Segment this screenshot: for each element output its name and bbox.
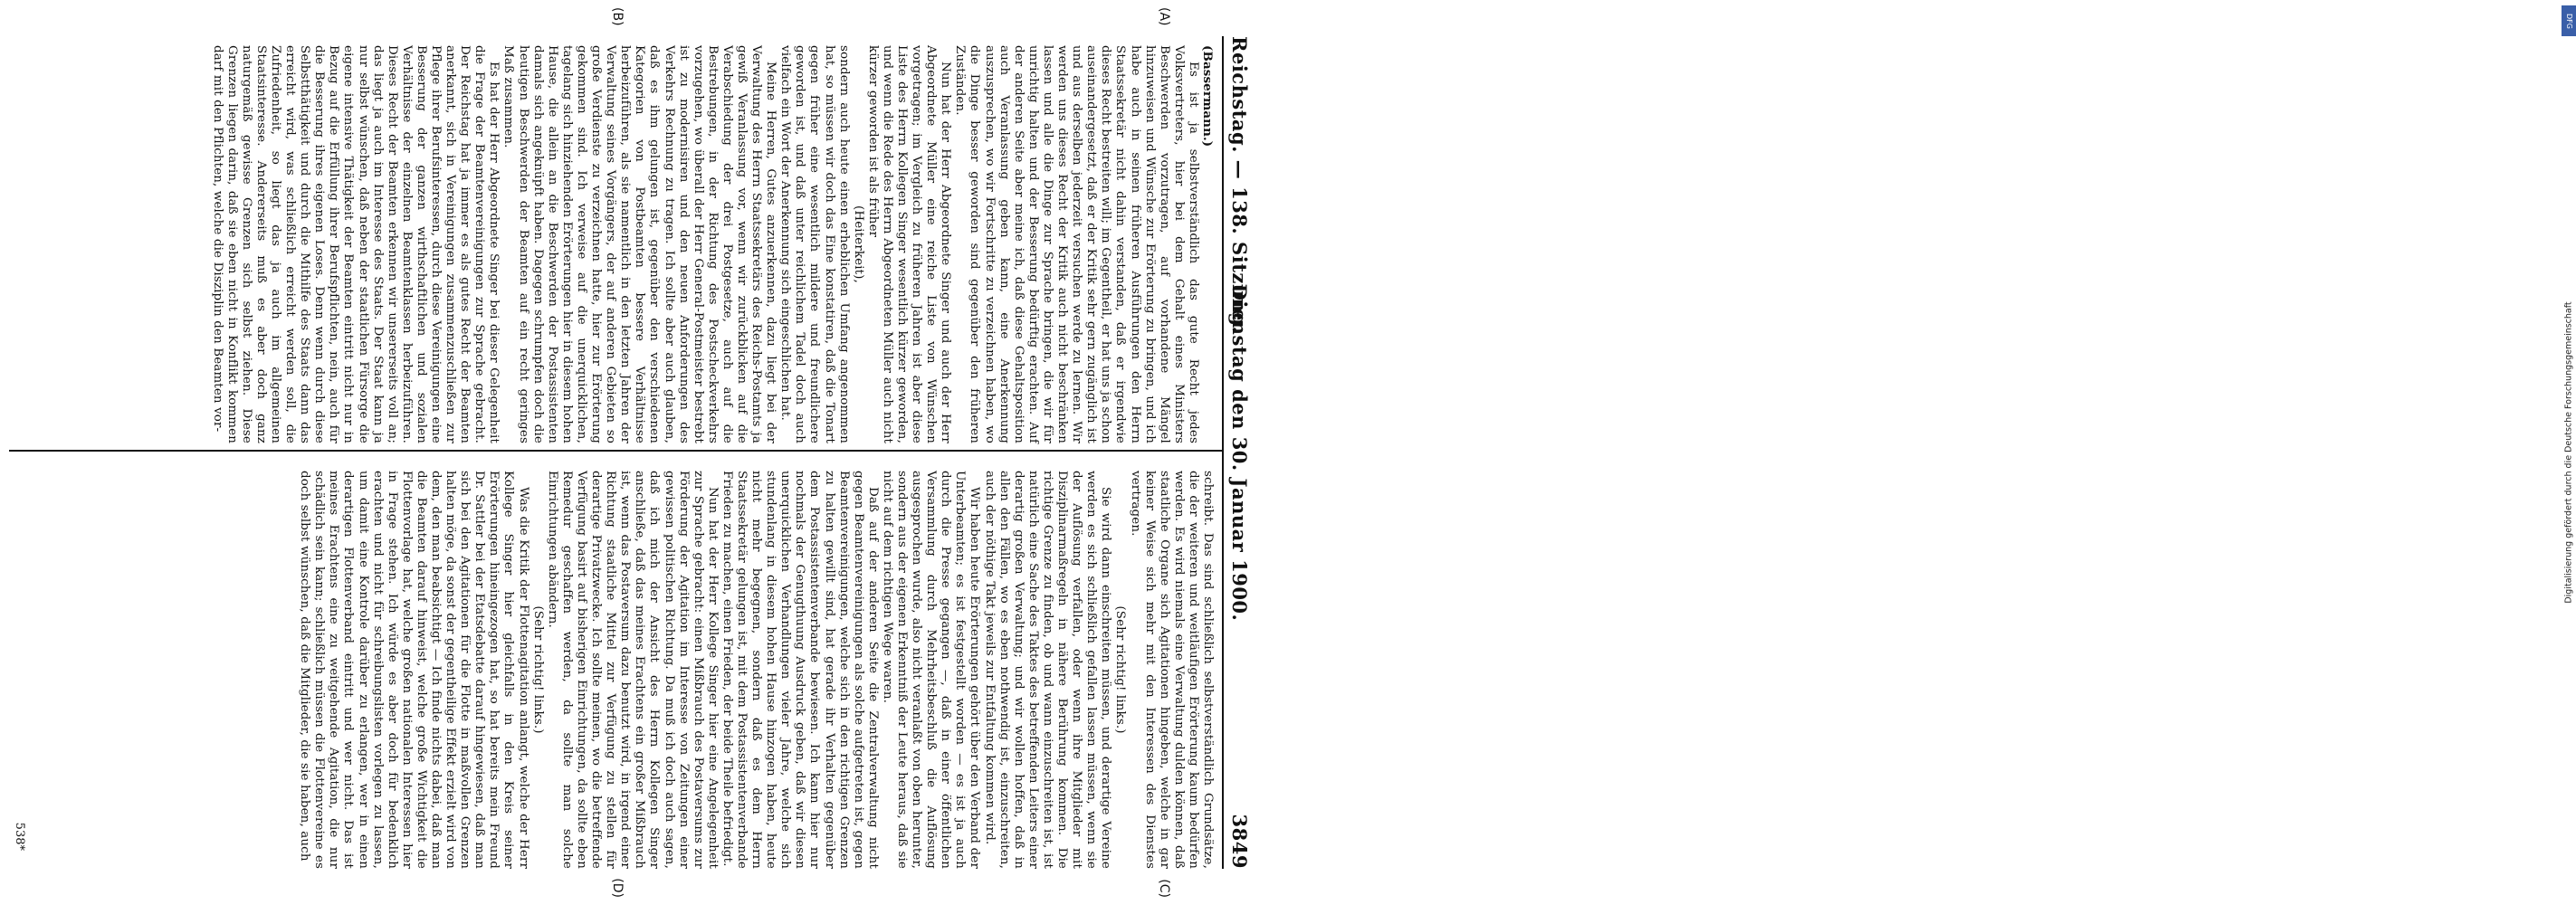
paragraph: Was die Kritik der Flottenagitation anlangt, welche der Herr Kollege Singer hier gleichfalls in den Kreis seiner Erörterungen hineingezogen hat, so hat bereits mein Freund Dr. Sattler bei der Etatsdebatte darauf hingewiesen, daß man sich bei den Agitationen für die Flotte in maßvollen Grenzen halten möge, da sonst der gegentheilige Effekt erzielt wird von dem, den man beabsichtigt — Ich finde nichts dabei, daß man die Beamten darauf hinweist, welche große Wichtigkeit die Flottenvorlage hat, welche großen nationalen Interessen hier in Frage stehen. Ich würde es aber doch für bedenklich erachten und nicht für schreibungslisten vorlegen zu lassen, um damit eine Kontrole darüber zu erlangen, wer in einen derartigen Flottenverband eintritt und wer nicht. Das ist meines Erachtens eine zu weitgehende Agitation, die nur schädlich sein kann; schließlich müssen die Flottenvereine es doch selbst wünschen, daß die Mitglieder, die sie haben, auch <box>298 471 530 869</box>
paragraph: schreibt. Das sind schließlich selbstverständlich Grundsätze, die der weiteren und weitläufigen Erörterung kaum bedürfen werden. Es wird niemals eine Verwaltung dulden können, daß staatliche Organe sich Agitationen hingeben, welche in gar keiner Weise sich mehr mit den Interessen des Dienstes vertragen. <box>1128 471 1215 869</box>
margin-mark-d: (D) <box>610 878 625 898</box>
header-rule <box>1222 36 1224 869</box>
paragraph: Nun hat der Herr Kollege Singer hier eine Angelegenheit zur Sprache gebracht: einen Mißbrauch des Postaversums zur Förderung der Agitation im Interesse von Zeitungen einer gewissen politischen Richtung. Da muß ich doch auch sagen, daß ich mich der Ansicht des Herrn Kollegen Singer anschließe, daß das meines Erachtens ein großer Mißbrauch ist, wenn das Postaversum dazu benutzt wird, in irgend einer Richtung staatliche Mittel zur Verfügung zu stellen für derartige Privatzwecke. Ich sollte meinen, wo die betreffende Verfügung basirt auf bisherigen Einrichtungen, da sollte eben Remedur geschaffen werden, da sollte man solche Einrichtungen abändern. <box>545 471 720 869</box>
digitization-strip <box>1280 0 2574 905</box>
left-column <box>11 45 1215 443</box>
right-column <box>11 471 1215 869</box>
paragraph: Daß auf der anderen Seite die Zentralverwaltung nicht gegen Beamtenvereinigungen als solche aufgetreten ist, gegen Beamtenvereinigungen, welche sich in den richtigen Grenzen zu halten gewillt sind, hat gerade ihr Verhalten gegenüber dem Postassistentenverbande bewiesen. Ich kann hier nur nochmals der Genugthuung Ausdruck geben, daß wir diesen unerquicklichen Verhandlungen vieler Jahre, welche sich stundenlang in diesem hohen Hause hinzogen haben, heute nicht mehr begegnen, sondern daß es dem Herrn Staatssekretär gelungen ist, mit dem Postassistentenverbande Frieden zu machen, einen Frieden, der beide Theile befriedigt. <box>720 471 880 869</box>
paragraph: Nun hat der Herr Abgeordnete Singer und auch der Herr Abgeordnete Müller eine reiche Liste von Wünschen vorgetragen; im Vergleich zu früheren Jahren ist aber diese Liste des Herrn Kollegen Singer wesentlich kürzer geworden, und wenn die Rede des Herrn Abgeordneten Müller auch nicht kürzer geworden ist als früher <box>865 45 953 443</box>
interjection: (Sehr richtig! links.) <box>530 605 545 734</box>
paragraph: sondern auch heute einen erheblichen Umfang angenommen hat, so müssen wir doch das Eine konstatiren, daß die Tonart gegen früher eine wesentlich mildere und freundlichere geworden ist, und daß unter reichlichem Tadel doch auch vielfach ein Wort der Anerkennung sich eingeschlichen hat. <box>778 45 851 443</box>
margin-mark-c: (C) <box>1157 879 1171 898</box>
speaker-name: (Bassermann.) <box>1200 45 1215 148</box>
header-date: Dienstag den 30. Januar 1900. <box>1228 283 1251 622</box>
interjection: (Sehr richtig! links.) <box>1113 605 1128 734</box>
interjection: (Heiterkeit), <box>851 205 865 283</box>
margin-mark-b: (B) <box>610 7 625 26</box>
document-page <box>0 0 1258 905</box>
digitization-note: Digitalisierung gefördert durch die Deutsche Forschungsgemeinschaft <box>2563 301 2574 604</box>
dfg-logo: DFG <box>2562 5 2576 36</box>
running-head <box>1227 36 1251 869</box>
header-session: Reichstag. — 138. Sitzung. <box>1228 36 1251 334</box>
header-page-number: 3849 <box>1228 814 1251 869</box>
column-rule <box>9 450 1222 452</box>
paragraph: Es ist ja selbstverständlich das gute Recht jedes Volksvertreters, hier bei dem Gehalt eines Ministers Beschwerden vorzutragen, auf vorhandene Mängel hinzuweisen und Wünsche zur Erörterung zu bringen, und ich habe auch in seinen früheren Ausführungen den Herrn Staatssekretär nicht dahin verstanden, daß er irgendwie dieses Recht bestreiten will; im Gegentheil, er hat uns ja schon auseinandergesetzt, daß er der Kritik sehr gern zugänglich ist und aus derselben jederzeit versuchen werde zu lernen. Wir werden uns dieses Recht der Kritik auch nicht beschränken lassen und alle die Dinge zur Sprache bringen, die wir für unrichtig halten und der Besserung bedürftig erachten. Auf der anderen Seite aber meine ich, daß diese Gehaltsposition auch Veranlassung geben kann, eine Anerkennung auszusprechen, wo wir Fortschritte zu verzeichnen haben, wo die Dinge besser geworden sind gegenüber den früheren Zuständen. <box>953 45 1200 443</box>
paragraph: Sie wird dann einschreiten müssen, und derartige Vereine werden es sich schließlich gefallen lassen müssen, wenn sie der Auflösung verfallen, oder wenn ihre Mitglieder mit Disziplinarmaßregeln in nähere Berührung kommen. Die richtige Grenze zu finden, ob und wann einzuschreiten ist, ist natürlich eine Sache des Taktes des betreffenden Leiters einer derartig großen Verwaltung; und wir wollen hoffen, daß in allen den Fällen, wo es eben nothwendig ist, einzuschreiten, auch der nöthige Takt jeweils zur Entfaltung kommen wird. <box>982 471 1113 869</box>
paragraph: Meine Herren, Gutes anzuerkennen, dazu liegt bei der Verwaltung des Herrn Staatssekretärs des Reichs-Postamts ja gewiß Veranlassung vor, wenn wir zurückblicken auf die Verabschiedung der drei Postgesetze, auch auf die Bestrebungen, in der Richtung des Postscheckverkehrs vorzugehen, wo überall der Herr General-Postmeister bestrebt ist zu modernisiren und den neuen Anforderungen des Verkehrs Rechnung zu tragen. Ich sollte aber auch glauben, daß es ihm gelungen ist, gegenüber den verschiedenen Kategorien von Postbeamten bessere Verhältnisse herbeizuführen, als sie namentlich in den letzten Jahren der Verwaltung seines Vorgängers, der auf anderen Gebieten so große Verdienste zu verzeichnen hatte, hier zur Erörterung gekommen sind. Ich verweise auf die unerquicklichen, tagelang sich hinziehenden Erörterungen hier in diesem hohen Hause, die allein an die Beschwerden der Postassistenten damals sich angeknüpft haben. Dagegen schrumpfen doch die heutigen Beschwerden der Beamten auf ein recht geringes Maß zusammen. <box>501 45 778 443</box>
margin-mark-a: (A) <box>1157 7 1171 26</box>
paragraph: Wir haben heute Erörterungen gehört über den Verband der Unterbeamten; es ist festgestellt worden — es ist ja auch durch die Presse gegangen —, daß in einer öffentlichen Versammlung durch Mehrheitsbeschluß die Auflösung ausgesprochen wurde, also nicht veranlaßt von oben herunter, sondern aus der eigenen Erkenntniß der Leute heraus, daß sie nicht auf dem richtigen Wege waren. <box>880 471 982 869</box>
paragraph: Es hat der Herr Abgeordnete Singer bei dieser Gelegenheit die Frage der Beamtenvereinigungen zur Sprache gebracht. Der Reichstag hat ja immer es als gutes Recht der Beamten anerkannt, sich in Vereinigungen zusammenzuschließen zur Pflege ihrer Berufsinteressen, durch diese Vereinigungen eine Besserung der ganzen wirthschaftlichen und sozialen Verhältnisse der einzelnen Beamtenklassen herbeizuführen. Dieses Recht der Beamten erkennen wir unsererseits voll an; das liegt ja auch im Interesse des Staats. Der Staat kann ja nur selbst wünschen, daß neben der staatlichen Fürsorge die eigene intensive Thätigkeit der Beamten eintritt nicht nur in Bezug auf die Erfüllung ihrer Berufspflichten, nein, auch für die Besserung ihres eigenen Loses. Denn wenn durch diese Selbstthätigkeit und durch die Mithilfe des Staats dann das erreicht wird, was schließlich erreicht werden soll, die Zufriedenheit, so liegt das ja auch im allgemeinen Staatsinteresse. Andererseits muß es aber doch ganz naturgemäß gewisse Grenzen sich selbst ziehen. Diese Grenzen liegen darin, daß sie eben nicht in Konflikt kommen darf mit den Pflichten, welche die Disziplin den Beamten vor- <box>210 45 501 443</box>
sheet-number: 538* <box>13 822 26 851</box>
